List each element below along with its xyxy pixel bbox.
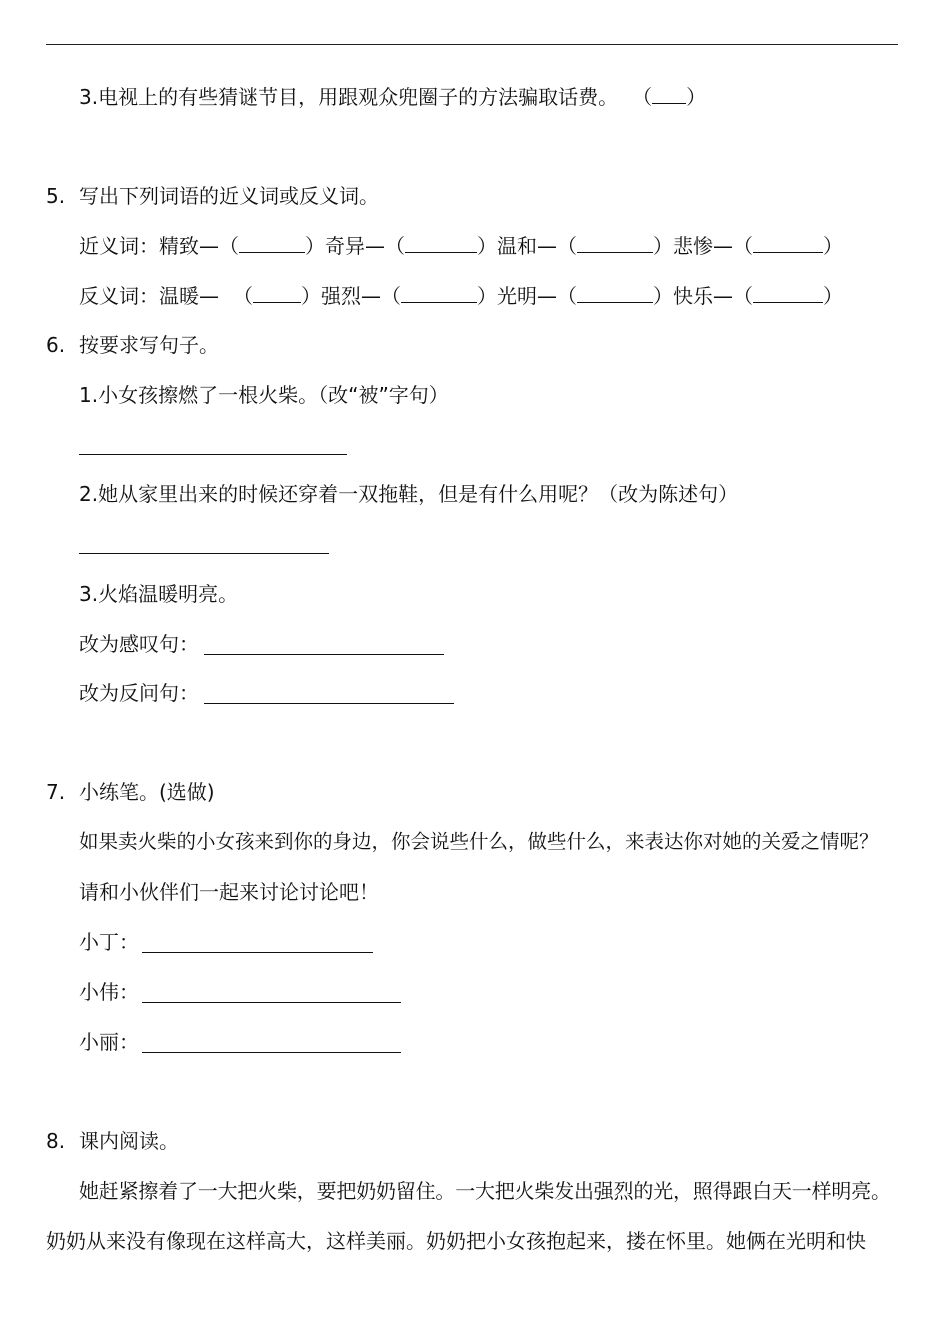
reading-paragraph-line-2: 奶奶从来没有像现在这样高大，这样美丽。奶奶把小女孩抱起来，搂在怀里。她俩在光明和快 [46,1229,866,1253]
word-item: 快乐— [673,284,733,308]
paren-open: （ [385,234,405,258]
paren-close: ） [301,284,321,308]
paren-close: ） [477,284,497,308]
q6-answer-line-1[interactable] [79,454,347,455]
q6-rhetorical-answer-line[interactable] [204,703,454,704]
paren-open: （ [733,284,753,308]
q5-heading [46,184,379,208]
question-title: 按要求写句子。 [79,333,219,357]
q7-prompt-line-1: 如果卖火柴的小女孩来到你的身边，你会说些什么，做些什么，来表达你对她的关爱之情呢？ [79,830,879,853]
q5-antonyms-row [79,284,843,308]
question-title: 写出下列词语的近义词或反义词。 [79,184,379,208]
page-top-rule [46,44,898,45]
q6-heading [46,333,219,357]
word-item: 精致— [159,234,219,258]
paren-open: （ [557,284,577,308]
paren-close: ） [477,234,497,258]
paren-open: （ [733,234,753,258]
antonym-blank[interactable] [253,284,301,303]
speaker-answer-line-xiaoli[interactable] [142,1052,401,1053]
q3-line [79,85,706,109]
q5-synonyms-row [79,234,843,258]
paren-open: （ [233,284,253,308]
paren-open: （ [381,284,401,308]
reading-paragraph-line-1: 她赶紧擦着了一大把火柴，要把奶奶留住。一大把火柴发出强烈的光，照得跟白天一样明亮。 [79,1179,891,1203]
synonyms-label: 近义词： [79,234,159,258]
q7-heading [46,780,215,804]
antonym-blank[interactable] [577,284,653,303]
question-title: 课内阅读。 [79,1129,179,1153]
paren-open: （ [557,234,577,258]
synonym-blank[interactable] [239,234,305,253]
word-item: 温和— [497,234,557,258]
q6-sentence-3: 3.火焰温暖明亮。 [79,582,239,606]
paren-open: （ [219,234,239,258]
q6-rhetorical-label: 改为反问句： [79,681,199,705]
word-item: 奇异— [325,234,385,258]
word-item: 光明— [497,284,557,308]
q3-answer-blank[interactable] [652,85,686,104]
synonym-blank[interactable] [753,234,823,253]
question-number: 8. [46,1129,66,1153]
speaker-answer-line-xiaowei[interactable] [142,1002,401,1003]
speaker-label-xiaowei: 小伟： [79,980,139,1004]
synonym-blank[interactable] [577,234,653,253]
antonym-blank[interactable] [401,284,477,303]
question-number: 7. [46,780,66,804]
speaker-label-xiaoli: 小丽： [79,1030,139,1054]
q3-text: 3.电视上的有些猜谜节目，用跟观众兜圈子的方法骗取话费。 [79,85,619,109]
q6-sentence-1: 1.小女孩擦燃了一根火柴。（改“被”字句） [79,383,449,407]
question-number: 5. [46,184,66,208]
q6-sentence-2: 2.她从家里出来的时候还穿着一双拖鞋，但是有什么用呢？（改为陈述句） [79,482,739,506]
q3-paren-open: （ [632,85,653,109]
paren-close: ） [653,234,673,258]
q7-prompt-line-2: 请和小伙伴们一起来讨论讨论吧！ [79,880,379,904]
word-item: 强烈— [321,284,381,308]
paren-close: ） [823,284,843,308]
q6-answer-line-2[interactable] [79,553,329,554]
question-title: 小练笔。(选做) [79,780,215,804]
synonym-blank[interactable] [405,234,477,253]
q6-exclamation-answer-line[interactable] [204,654,444,655]
antonyms-label: 反义词： [79,284,159,308]
question-number: 6. [46,333,66,357]
q8-heading [46,1129,179,1153]
word-item: 温暖— [159,284,219,308]
q3-paren-close: ） [686,85,707,109]
speaker-label-xiaoding: 小丁： [79,930,139,954]
word-item: 悲惨— [673,234,733,258]
speaker-answer-line-xiaoding[interactable] [142,952,373,953]
antonym-blank[interactable] [753,284,823,303]
paren-close: ） [305,234,325,258]
q6-exclamation-label: 改为感叹句： [79,632,199,656]
paren-close: ） [823,234,843,258]
paren-close: ） [653,284,673,308]
